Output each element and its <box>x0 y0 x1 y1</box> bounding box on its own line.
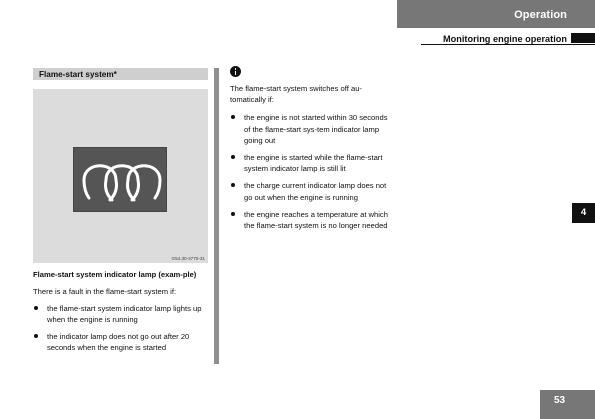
right-intro: The flame-start system switches off au-tomatically if: <box>230 84 362 105</box>
bullet-icon <box>231 212 235 216</box>
right-column <box>230 66 390 237</box>
illustration <box>33 89 208 263</box>
flame-start-indicator-lamp <box>73 147 167 212</box>
list-item: the engine is started while the flame-start system indicator lamp is still lit <box>230 152 390 174</box>
list-item: the flame-start system indicator lamp lights up when the engine is running <box>33 303 208 325</box>
bullet-icon <box>34 306 38 310</box>
chapter-title: Operation <box>514 9 567 21</box>
glow-coil-icon <box>74 148 168 213</box>
chapter-tab: 4 <box>572 203 595 223</box>
bullet-icon <box>231 183 235 187</box>
section-header: Flame-start system* <box>33 68 208 80</box>
subtitle-marker <box>571 33 595 43</box>
page-number: 53 <box>540 390 595 419</box>
figure-code: G54.30-3770-31 <box>171 256 205 261</box>
right-bullet-list <box>230 112 390 231</box>
list-item: the engine reaches a temperature at which the flame-start system is no longer needed <box>230 209 390 231</box>
bullet-icon <box>34 334 38 338</box>
left-intro: There is a fault in the flame-start system if: <box>33 286 177 296</box>
header-bar <box>397 0 595 28</box>
list-item: the indicator lamp does not go out after 20 seconds when the engine is started <box>33 331 208 353</box>
left-column <box>33 68 208 360</box>
list-item: the engine is not started within 30 seconds of the flame-start sys-tem indicator lamp going out <box>230 112 390 146</box>
left-bullet-list <box>33 303 208 354</box>
note-divider-bar <box>214 68 219 364</box>
list-item: the charge current indicator lamp does not go out when the engine is running <box>230 180 390 202</box>
info-icon <box>230 66 241 77</box>
bullet-icon <box>231 155 235 159</box>
section-subtitle: Monitoring engine operation <box>442 34 567 44</box>
subtitle-rule <box>421 44 595 45</box>
figure-caption: Flame-start system indicator lamp (exam-ple) <box>33 270 197 279</box>
bullet-icon <box>231 115 235 119</box>
